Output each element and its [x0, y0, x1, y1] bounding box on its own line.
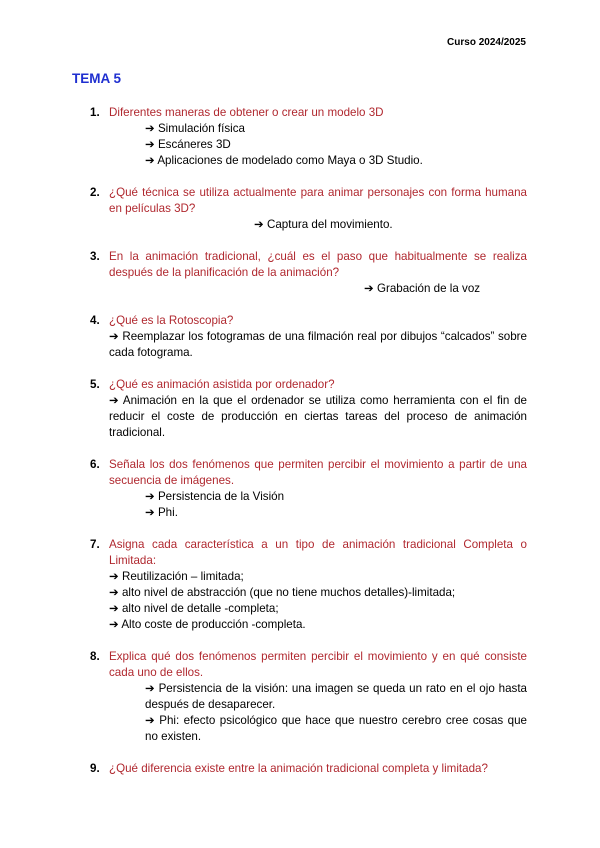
arrow-icon: ➔ [364, 282, 374, 295]
arrow-icon: ➔ [109, 570, 119, 583]
arrow-icon: ➔ [109, 602, 119, 615]
answer-item: ➔ Persistencia de la visión: una imagen se queda un rato en el ojo hasta después de desaparecer. [145, 682, 527, 711]
question-number: 7. [90, 538, 100, 551]
arrow-icon: ➔ [254, 218, 264, 231]
answer-item: ➔ Persistencia de la Visión [145, 490, 285, 503]
question-text: ¿Qué es la Rotoscopia? [109, 314, 234, 327]
answer-item: ➔ Phi: efecto psicológico que hace que nuestro cerebro cree cosas que no existen. [145, 714, 527, 743]
arrow-icon: ➔ [145, 682, 155, 695]
question-number: 2. [90, 186, 100, 199]
arrow-icon: ➔ [109, 330, 119, 343]
question-text: Asigna cada característica a un tipo de animación tradicional Completa o Limitada: [109, 538, 527, 567]
course-year: Curso 2024/2025 [447, 37, 526, 48]
question-text: Explica qué dos fenómenos permiten percibir el movimiento y en qué consiste cada uno de ellos. [109, 650, 527, 679]
answer-item: ➔ Aplicaciones de modelado como Maya o 3D Studio. [145, 154, 423, 167]
arrow-icon: ➔ [109, 586, 119, 599]
answer-item: ➔ Captura del movimiento. [254, 218, 393, 231]
question-text: ¿Qué técnica se utiliza actualmente para animar personajes con forma humana en películas 3D? [109, 186, 527, 215]
question-text: ¿Qué es animación asistida por ordenador? [109, 378, 335, 391]
arrow-icon: ➔ [145, 490, 155, 503]
question-number: 3. [90, 250, 100, 263]
arrow-icon: ➔ [145, 714, 155, 727]
question-text: En la animación tradicional, ¿cuál es el paso que habitualmente se realiza después de la planificación de la animación? [109, 250, 527, 279]
arrow-icon: ➔ [145, 154, 155, 167]
question-text: ¿Qué diferencia existe entre la animación tradicional completa y limitada? [109, 762, 488, 775]
arrow-icon: ➔ [109, 618, 119, 631]
answer-item: ➔ Alto coste de producción -completa. [109, 618, 306, 631]
question-text: Señala los dos fenómenos que permiten percibir el movimiento a partir de una secuencia de imágenes. [109, 458, 527, 487]
answer-item: ➔ Escáneres 3D [145, 138, 231, 151]
arrow-icon: ➔ [145, 138, 155, 151]
page-title: TEMA 5 [72, 71, 122, 86]
answer-item: ➔ Reutilización – limitada; [109, 570, 244, 583]
arrow-icon: ➔ [145, 506, 155, 519]
question-number: 6. [90, 458, 100, 471]
answer-item: ➔ alto nivel de abstracción (que no tiene muchos detalles)-limitada; [109, 586, 456, 599]
question-number: 1. [90, 106, 100, 119]
question-number: 4. [90, 314, 100, 327]
answer-item: ➔ Animación en la que el ordenador se utiliza como herramienta con el fin de reducir el coste de producción en ciertas tareas del proceso de animación tradicional. [109, 394, 527, 439]
answer-item: ➔ Reemplazar los fotogramas de una filmación real por dibujos “calcados” sobre cada fotograma. [109, 330, 527, 359]
question-number: 5. [90, 378, 100, 391]
arrow-icon: ➔ [109, 394, 119, 407]
answer-item: ➔ Phi. [145, 506, 178, 519]
question-number: 8. [90, 650, 100, 663]
question-number: 9. [90, 762, 100, 775]
answer-item: ➔ alto nivel de detalle -completa; [109, 602, 279, 615]
answer-item: ➔ Grabación de la voz [364, 282, 481, 295]
arrow-icon: ➔ [145, 122, 155, 135]
question-text: Diferentes maneras de obtener o crear un modelo 3D [109, 106, 384, 119]
answer-item: ➔ Simulación física [145, 122, 245, 135]
